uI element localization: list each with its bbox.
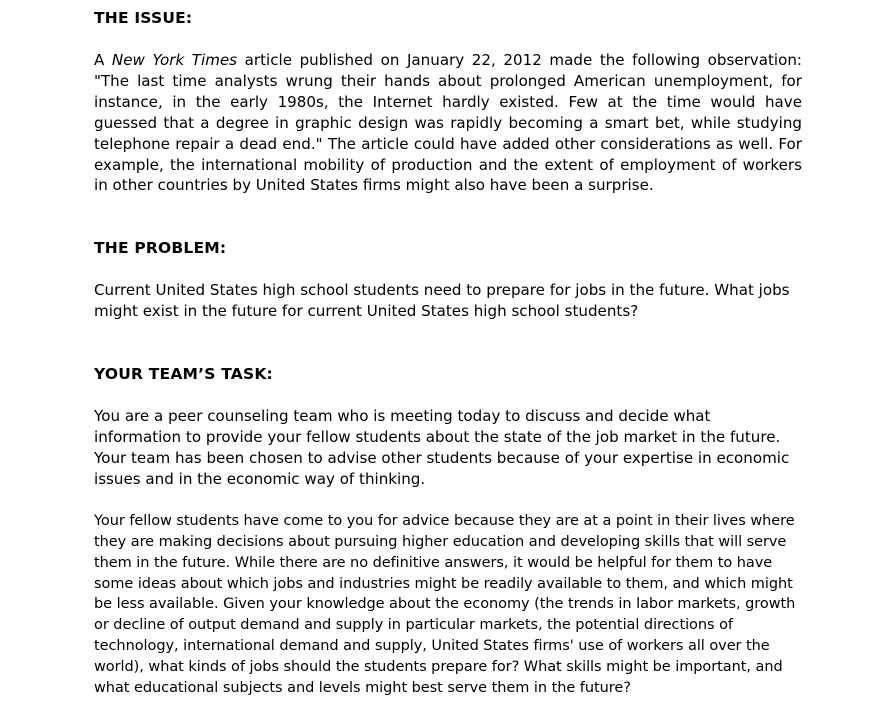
task-paragraph-2: Your fellow students have come to you for advice because they are at a point in their lives where they are making decisions about pursuing higher education and developing skills that will serve them in the future. While there are no definitive answers, it would be helpful for them to have some ideas about which jobs and industries might be readily available to them, and which might be less available. Given your knowledge about the economy (the trends in labor markets, growth or decline of output demand and supply in particular markets, the potential directions of technology, international demand and supply, United States firms' use of workers all over the world), what kinds of jobs should the students prepare for? What skills might be important, and what educational subjects and levels might best serve them in the future?: [94, 512, 796, 697]
task-paragraph-1: You are a peer counseling team who is meeting today to discuss and decide what information to provide your fellow students about the state of the job market in the future. Your team has been chosen to advise other students because of your expertise in economic issues and in the economic way of thinking.: [94, 407, 790, 488]
issue-paragraph: [94, 50, 802, 196]
problem-paragraph: Current United States high school students need to prepare for jobs in the future. What jobs might exist in the future for current United States high school students?: [94, 281, 790, 321]
task-heading: YOUR TEAM’S TASK:: [94, 365, 273, 384]
issue-text-prefix: A: [94, 51, 112, 69]
issue-heading: THE ISSUE:: [94, 9, 193, 27]
document-page: [94, 8, 802, 699]
issue-text-body: article published on January 22, 2012 made the following observation: "The last time analysts wrung their hands about prolonged American unemployment, for instance, in the early 1980s, the Internet hardly existed. Few at the time would have guessed that a degree in graphic design was rapidly becoming a smart bet, while studying telephone repair a dead end." The article could have added other considerations as well. For example, the international mobility of production and the extent of employment of workers in other countries by United States firms might also have been a surprise.: [94, 51, 802, 195]
publication-title: New York Times: [111, 51, 238, 69]
problem-heading: THE PROBLEM:: [94, 239, 227, 258]
